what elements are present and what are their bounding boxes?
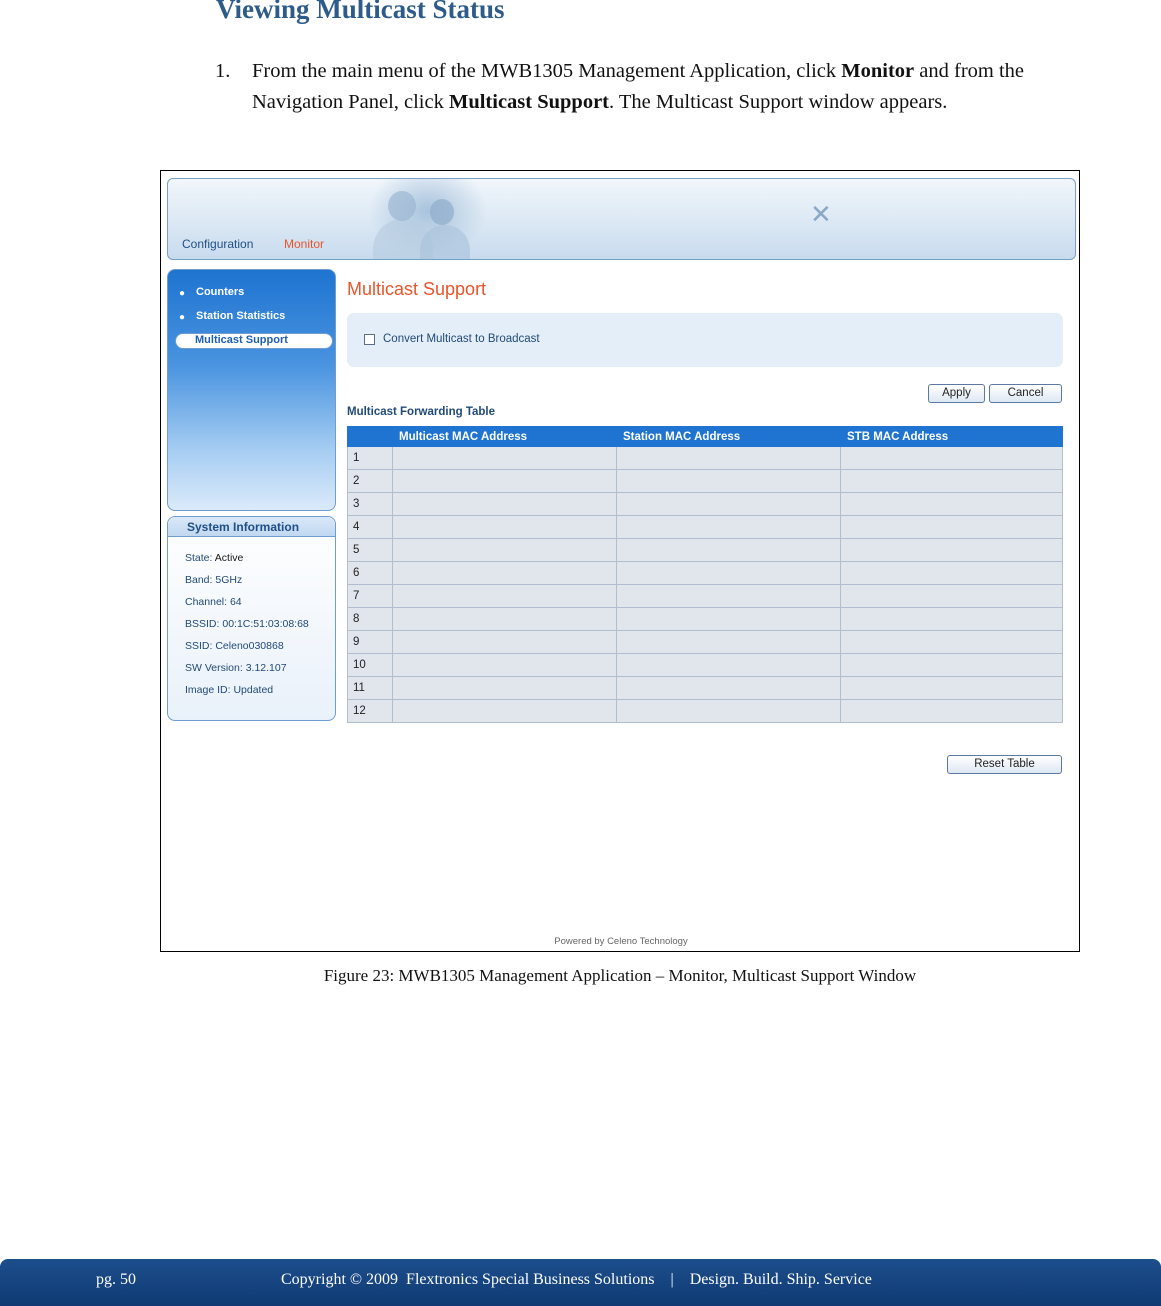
navigation-panel — [167, 269, 336, 511]
table-row — [348, 631, 1063, 654]
table-cell — [393, 631, 617, 654]
convert-multicast-label[interactable]: Convert Multicast to Broadcast — [383, 333, 540, 345]
table-cell — [841, 447, 1063, 470]
table-cell — [841, 654, 1063, 677]
bullet-icon: ● — [179, 312, 186, 323]
table-cell — [617, 493, 841, 516]
sidebar-item-label: Counters — [196, 286, 245, 298]
multicast-forwarding-table — [347, 426, 1063, 723]
table-row — [348, 677, 1063, 700]
sysinfo-label: State: — [185, 552, 215, 564]
column-header-index — [348, 427, 393, 447]
table-cell — [841, 470, 1063, 493]
table-cell — [841, 700, 1063, 723]
table-cell — [841, 585, 1063, 608]
table-cell — [617, 516, 841, 539]
sysinfo-label: SW Version: — [185, 662, 246, 674]
table-row — [348, 654, 1063, 677]
table-cell — [841, 608, 1063, 631]
sysinfo-label: BSSID: — [185, 618, 223, 630]
step-text-part: From the main menu of the MWB1305 Management Application, click — [252, 60, 842, 82]
table-cell — [841, 539, 1063, 562]
row-index: 1 — [348, 447, 393, 470]
row-index: 3 — [348, 493, 393, 516]
step-bold-monitor: Monitor — [841, 60, 915, 82]
table-row — [348, 516, 1063, 539]
step-bold-multicast: Multicast Support — [448, 91, 610, 113]
powered-by: Powered by Celeno Technology — [554, 936, 688, 947]
table-cell — [393, 654, 617, 677]
sysinfo-image-id — [185, 684, 273, 696]
table-cell — [393, 516, 617, 539]
reset-table-button[interactable]: Reset Table — [947, 755, 1062, 774]
table-cell — [617, 539, 841, 562]
column-header-station-mac: Station MAC Address — [617, 427, 841, 447]
table-title: Multicast Forwarding Table — [347, 406, 496, 418]
table-cell — [393, 493, 617, 516]
row-index: 12 — [348, 700, 393, 723]
app-screenshot — [160, 170, 1080, 952]
page-title: Multicast Support — [347, 279, 487, 299]
app-banner — [167, 178, 1076, 260]
step-number: 1. — [215, 60, 231, 82]
multicast-options-box — [347, 313, 1063, 367]
table-cell — [841, 631, 1063, 654]
table-cell — [393, 677, 617, 700]
table-cell — [617, 562, 841, 585]
table-cell — [617, 677, 841, 700]
sysinfo-label: Band: — [185, 574, 216, 586]
table-cell — [841, 493, 1063, 516]
table-row — [348, 608, 1063, 631]
table-cell — [617, 700, 841, 723]
sysinfo-state — [185, 552, 243, 564]
sysinfo-label: Channel: — [185, 596, 230, 608]
step-text-part: . The Multicast Support window appears. — [609, 91, 948, 113]
sysinfo-value: 64 — [229, 596, 242, 608]
page-number: pg. 50 — [96, 1271, 136, 1288]
table-cell — [617, 654, 841, 677]
bullet-icon: ● — [179, 288, 186, 299]
table-cell — [393, 562, 617, 585]
sysinfo-value: 5GHz — [215, 574, 243, 586]
sidebar-item-station-statistics[interactable] — [168, 306, 335, 328]
copyright: Copyright © 2009 Flextronics Special Business Solutions | Design. Build. Ship. Service — [281, 1271, 872, 1288]
nav-monitor[interactable]: Monitor — [284, 237, 325, 251]
table-row — [348, 585, 1063, 608]
column-header-multicast-mac: Multicast MAC Address — [393, 427, 617, 447]
table-cell — [841, 516, 1063, 539]
column-header-stb-mac: STB MAC Address — [841, 427, 1063, 447]
instruction-step — [215, 56, 1110, 118]
banner-figure — [388, 191, 416, 221]
step-text — [252, 56, 1110, 118]
table-cell — [393, 447, 617, 470]
banner-figure — [430, 199, 454, 225]
table-row — [348, 447, 1063, 470]
sysinfo-label: SSID: — [185, 640, 216, 652]
table-cell — [393, 585, 617, 608]
cancel-button[interactable]: Cancel — [989, 384, 1062, 403]
table-row — [348, 539, 1063, 562]
table-row — [348, 470, 1063, 493]
row-index: 8 — [348, 608, 393, 631]
section-heading: Viewing Multicast Status — [216, 0, 505, 24]
table-row — [348, 700, 1063, 723]
sysinfo-value: 00:1C:51:03:08:68 — [222, 618, 309, 630]
table-cell — [617, 585, 841, 608]
step-text-part: and from the Navigation Panel, click — [252, 60, 1025, 113]
row-index: 2 — [348, 470, 393, 493]
sysinfo-ssid — [185, 640, 284, 652]
sidebar-item-multicast-support[interactable] — [168, 330, 335, 352]
sysinfo-value: Active — [214, 552, 244, 564]
table-cell — [841, 562, 1063, 585]
row-index: 10 — [348, 654, 393, 677]
sidebar-item-counters[interactable] — [168, 282, 335, 304]
sysinfo-value: Celeno030868 — [215, 640, 284, 652]
system-information-panel — [167, 516, 336, 721]
sysinfo-bssid — [185, 618, 309, 630]
table-cell — [617, 631, 841, 654]
row-index: 7 — [348, 585, 393, 608]
sysinfo-value: Updated — [233, 684, 274, 696]
table-cell — [393, 608, 617, 631]
row-index: 11 — [348, 677, 393, 700]
sysinfo-label: Image ID: — [185, 684, 234, 696]
x-logo-icon: ✕ — [810, 199, 832, 229]
row-index: 6 — [348, 562, 393, 585]
nav-configuration[interactable]: Configuration — [182, 237, 254, 251]
system-information-title: System Information — [168, 517, 335, 537]
apply-button[interactable]: Apply — [928, 384, 985, 403]
table-cell — [393, 700, 617, 723]
row-index: 4 — [348, 516, 393, 539]
table-row — [348, 493, 1063, 516]
row-index: 9 — [348, 631, 393, 654]
table-cell — [393, 470, 617, 493]
row-index: 5 — [348, 539, 393, 562]
sysinfo-channel — [185, 596, 242, 608]
sysinfo-sw-version — [185, 662, 287, 674]
table-cell — [617, 447, 841, 470]
table-cell — [841, 677, 1063, 700]
page-footer — [0, 1259, 1161, 1306]
convert-multicast-checkbox[interactable] — [364, 334, 375, 345]
figure-caption: Figure 23: MWB1305 Management Application – Monitor, Multicast Support Window — [323, 966, 917, 985]
table-cell — [393, 539, 617, 562]
table-cell — [617, 608, 841, 631]
sidebar-item-label: Multicast Support — [195, 334, 288, 346]
table-cell — [617, 470, 841, 493]
table-row — [348, 562, 1063, 585]
sysinfo-band — [185, 574, 242, 586]
sysinfo-value: 3.12.107 — [245, 662, 287, 674]
sidebar-item-label: Station Statistics — [196, 310, 286, 322]
table-header-row — [348, 427, 1063, 447]
